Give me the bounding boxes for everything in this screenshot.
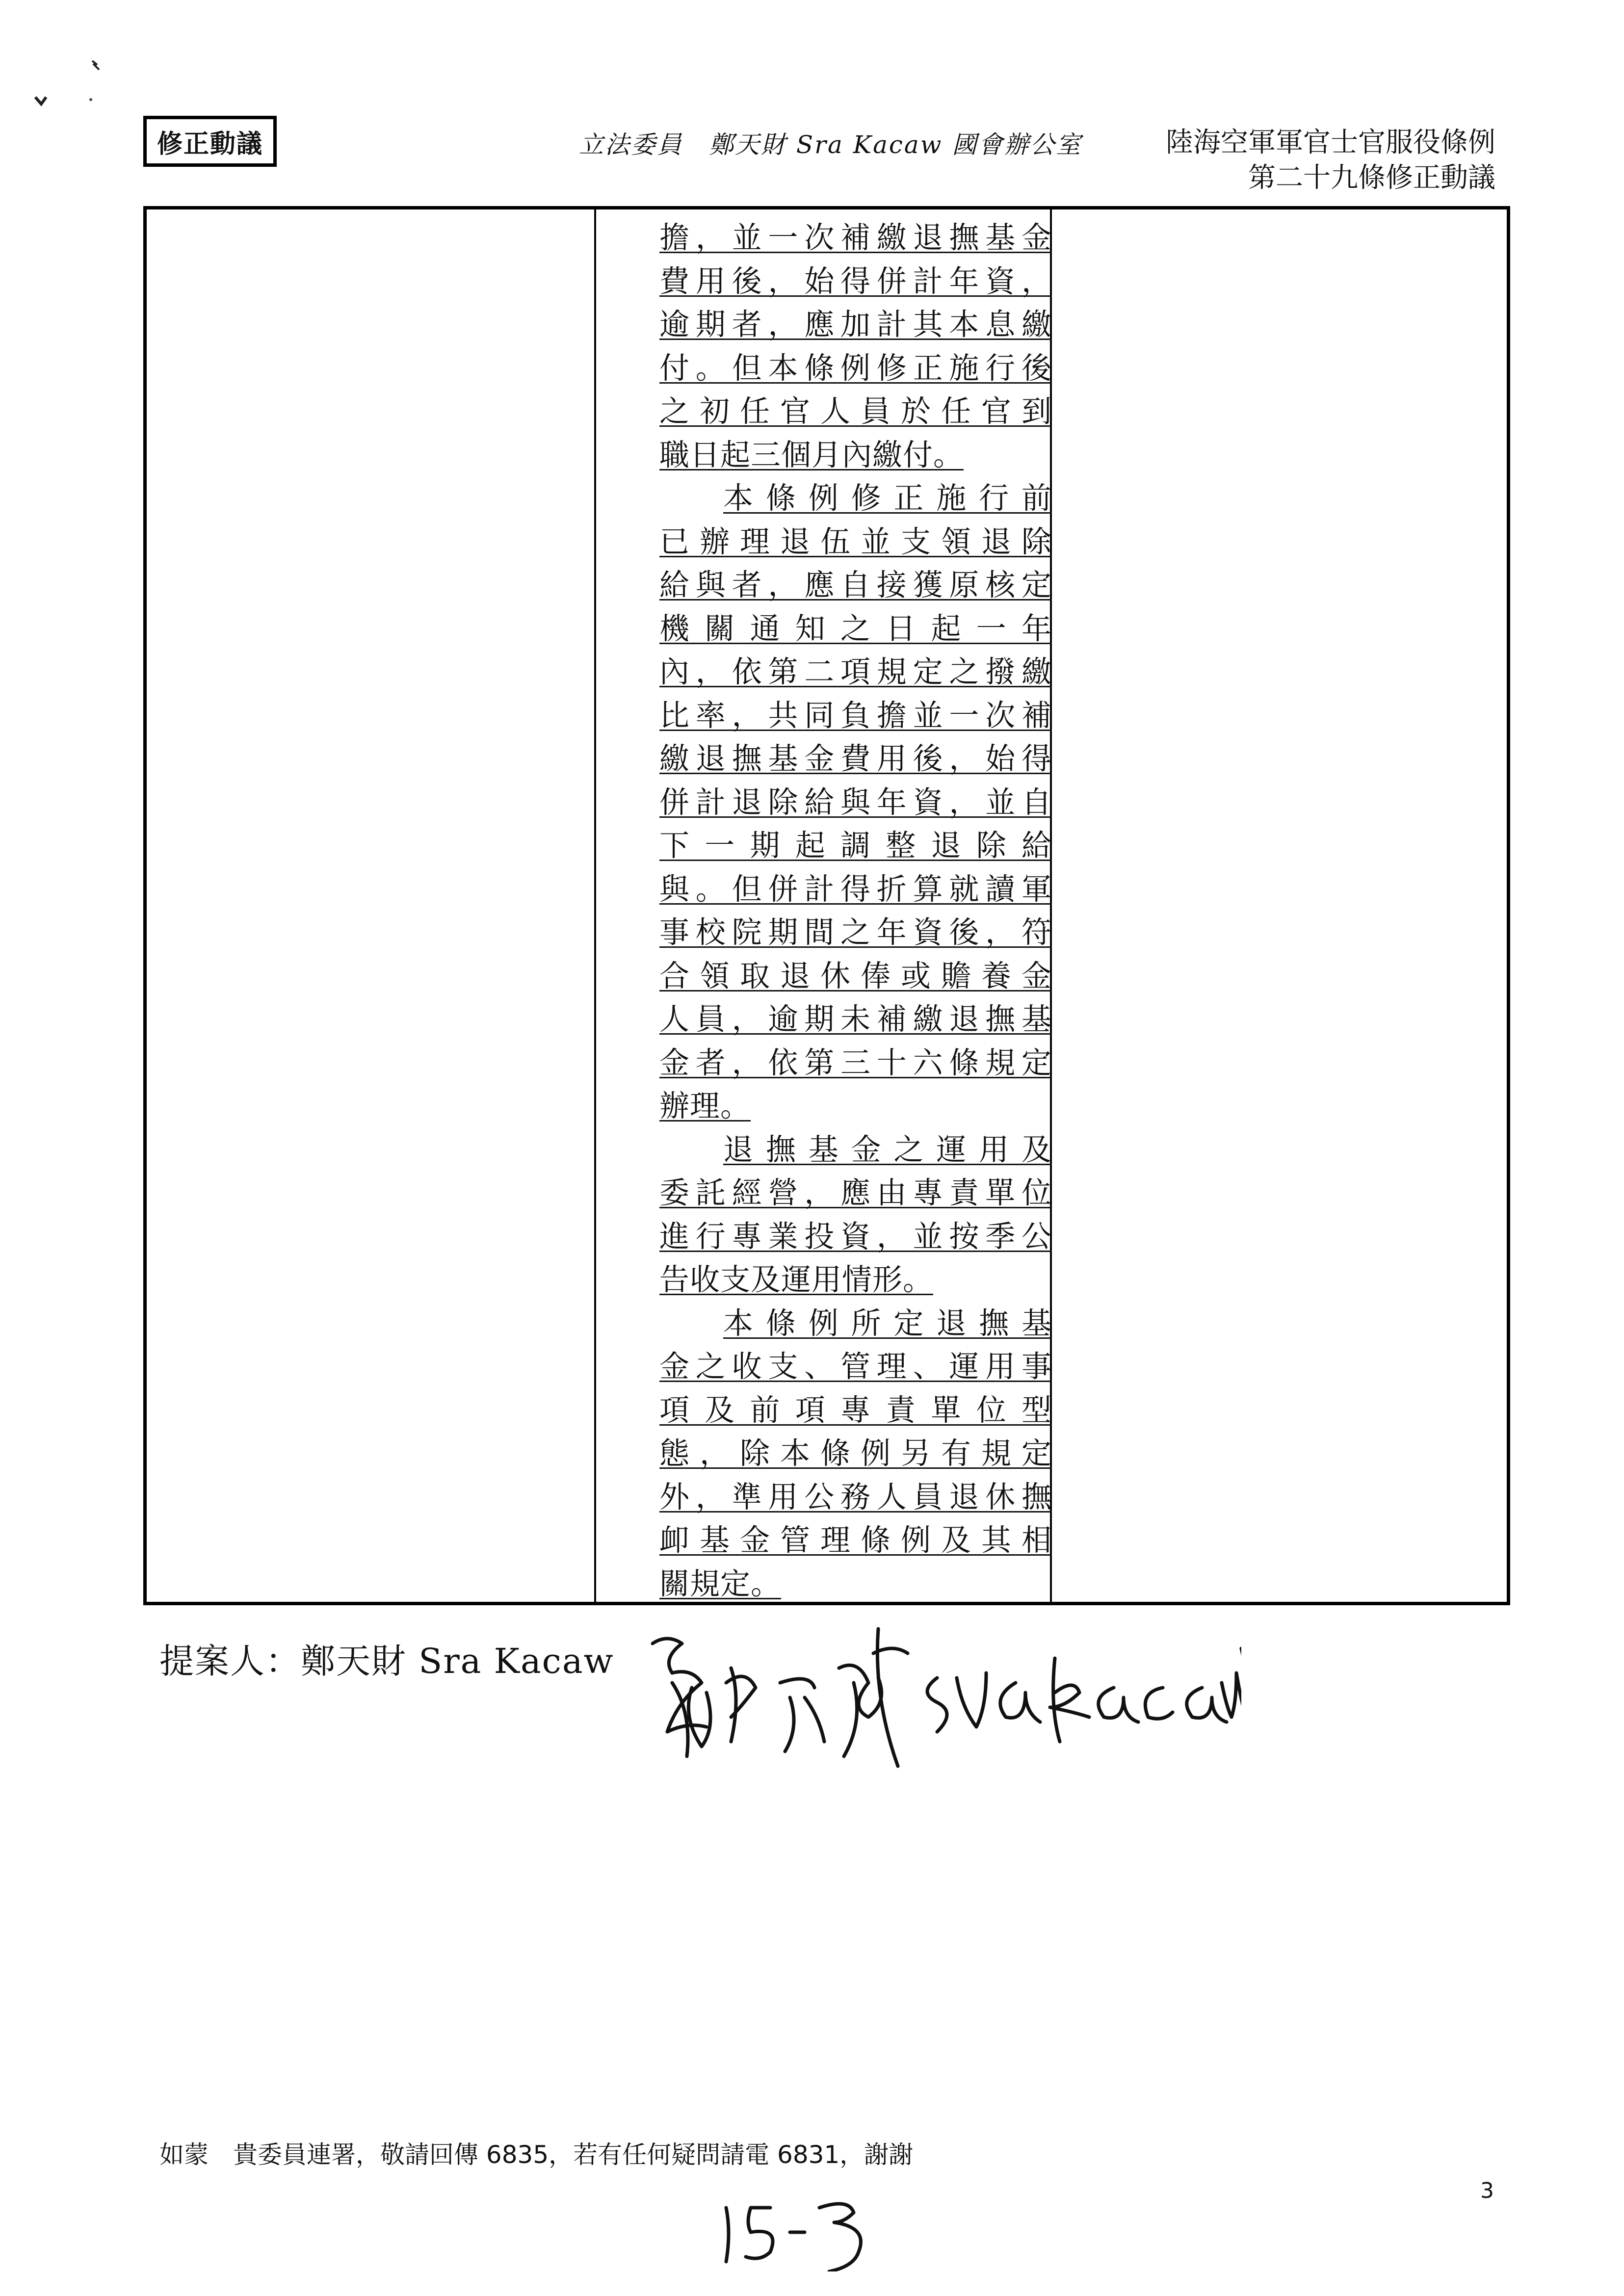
text-line: 費用後，始得併計年資， — [659, 263, 1052, 299]
page-number: 3 — [1480, 2178, 1494, 2203]
amendment-text-column — [659, 216, 1052, 1606]
text-line: 進行專業投資，並按季公 — [659, 1219, 1052, 1254]
text-line: 退撫基金之運用及 — [723, 1132, 1052, 1167]
footer-note: 如蒙 貴委員連署，敬請回傳 6835，若有任何疑問請電 6831，謝謝 — [159, 2140, 914, 2169]
text-line: 職日起三個月內繳付。 — [659, 437, 964, 472]
article-motion: 第二十九條修正動議 — [1248, 162, 1495, 194]
text-line: 項及前項專責單位型 — [659, 1392, 1052, 1428]
text-line: 本條例所定退撫基 — [723, 1305, 1052, 1341]
text-line: 下一期起調整退除給 — [659, 828, 1052, 863]
proposer-line: 提案人：鄭天財 Sra Kacaw — [159, 1641, 614, 1681]
text-line: 付。但本條例修正施行後 — [659, 350, 1052, 386]
column-divider-left — [594, 209, 596, 1602]
text-line: 辦理。 — [659, 1089, 751, 1123]
legislator-office: 立法委員 鄭天財 Sra Kacaw 國會辦公室 — [579, 130, 1082, 159]
amendment-table — [143, 206, 1510, 1605]
text-line: 態，除本條例另有規定 — [659, 1436, 1052, 1471]
text-line: 之初任官人員於任官到 — [659, 394, 1052, 429]
text-line: 繳退撫基金費用後，始得 — [659, 741, 1052, 776]
law-name: 陸海空軍軍官士官服役條例 — [1166, 127, 1495, 158]
text-line: 逾期者，應加計其本息繳 — [659, 307, 1052, 342]
text-line: 金之收支、管理、運用事 — [659, 1349, 1052, 1384]
law-title — [1166, 125, 1495, 196]
text-line: 比率，共同負擔並一次補 — [659, 698, 1052, 733]
text-line: 委託經營，應由專責單位 — [659, 1175, 1052, 1210]
text-line: 擔，並一次補繳退撫基金 — [659, 220, 1052, 255]
text-line: 關規定。 — [659, 1566, 782, 1601]
scan-specks — [20, 49, 167, 123]
text-line: 機關通知之日起一年 — [659, 611, 1052, 646]
text-line: 卹基金管理條例及其相 — [659, 1523, 1052, 1558]
text-line: 已辦理退伍並支領退除 — [659, 524, 1052, 559]
text-line: 合領取退休俸或贍養金 — [659, 958, 1052, 993]
text-line: 給與者，應自接獲原核定 — [659, 568, 1052, 602]
text-line: 併計退除給與年資，並自 — [659, 784, 1052, 820]
text-line: 人員，逾期未補繳退撫基 — [659, 1002, 1052, 1037]
text-line: 本條例修正施行前 — [723, 481, 1052, 516]
handwritten-page-number — [716, 2193, 893, 2271]
text-line: 金者，依第三十六條規定 — [659, 1045, 1052, 1080]
text-line: 告收支及運用情形。 — [659, 1262, 934, 1297]
text-line: 事校院期間之年資後，符 — [659, 915, 1052, 950]
handwritten-signature — [643, 1614, 1241, 1776]
motion-badge: 修正動議 — [143, 116, 277, 167]
text-line: 與。但併計得折算就讀軍 — [659, 871, 1052, 907]
text-line: 外，準用公務人員退休撫 — [659, 1479, 1052, 1514]
text-line: 內，依第二項規定之撥繳 — [659, 654, 1052, 689]
